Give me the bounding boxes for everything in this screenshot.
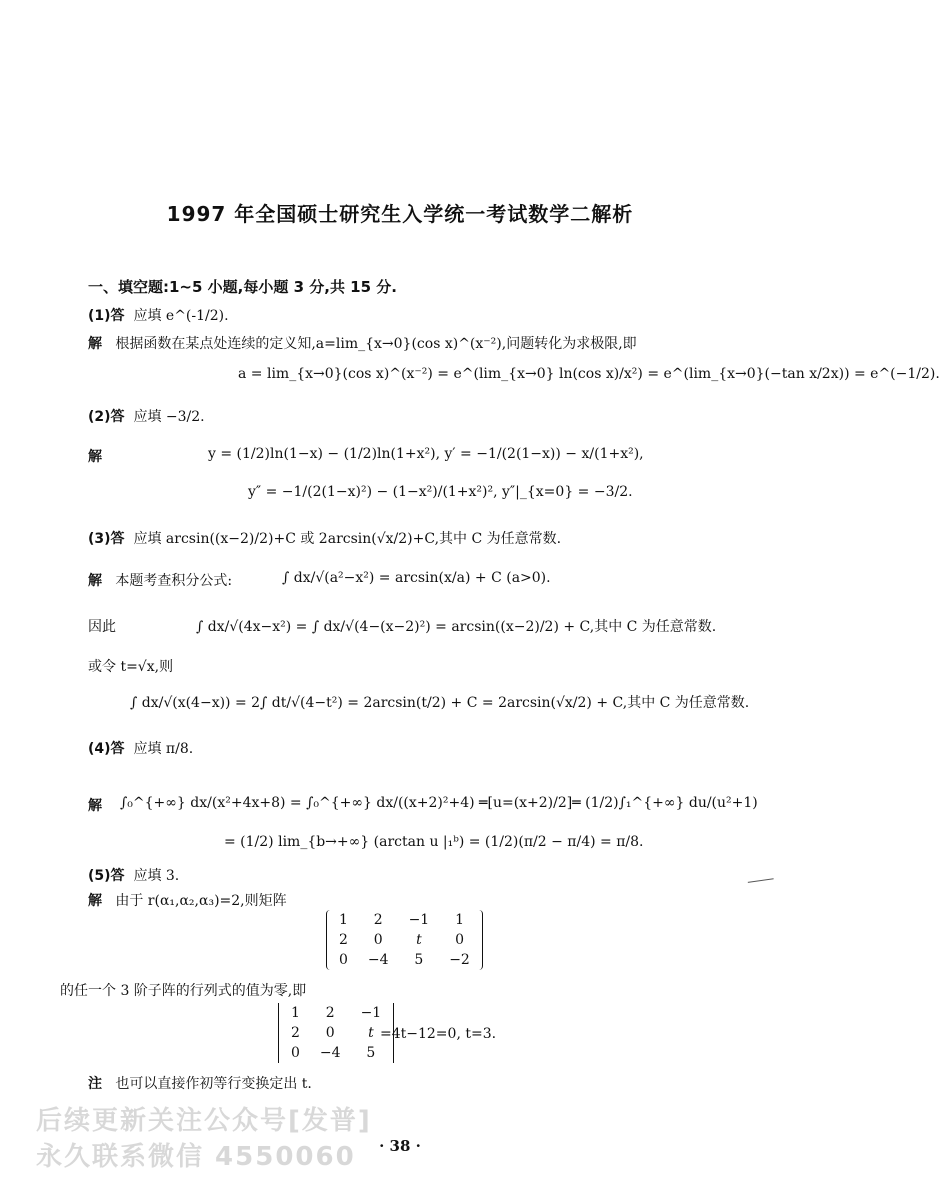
q5-solution: [88, 890, 287, 910]
determinant-cell: 0: [291, 1045, 300, 1061]
q3-solution-text: 本题考查积分公式:: [115, 573, 233, 589]
q3-formula-therefore: ∫ dx/√(4x−x²) = ∫ dx/√(4−(x−2)²) = arcsin((x−2)/2) + C,其中 C 为任意常数.: [196, 619, 717, 635]
q5-answer-text: 应填 3.: [133, 868, 180, 884]
q5-solution-text: 由于 r(α₁,α₂,α₃)=2,则矩阵: [115, 893, 287, 909]
matrix-row: [329, 930, 480, 950]
q1-answer-label: (1)答: [88, 308, 125, 324]
q4-answer-label: (4)答: [88, 741, 125, 757]
determinant-row: [281, 1023, 391, 1043]
q3-answer: [88, 528, 561, 548]
q5-det-result: =4t−12=0, t=3.: [380, 1026, 497, 1042]
matrix-cell: 0: [455, 932, 464, 948]
q5-note-text: 也可以直接作初等行变换定出 t.: [115, 1076, 312, 1092]
matrix-cell: 1: [339, 912, 348, 928]
q1-answer-text: 应填 e^(-1/2).: [133, 308, 229, 324]
q1-solution-text: 根据函数在某点处连续的定义知,a=lim_{x→0}(cos x)^(x⁻²),问题转化为求极限,即: [115, 336, 637, 352]
determinant-cell: 2: [291, 1025, 300, 1041]
q5-note: [88, 1073, 312, 1093]
matrix-cell: 1: [455, 912, 464, 928]
determinant-cell: 2: [325, 1005, 335, 1021]
q5-determinant: [278, 1003, 394, 1063]
q5-minor-text: 的任一个 3 阶子阵的行列式的值为零,即: [60, 983, 307, 999]
q5-answer: [88, 865, 179, 885]
q3-therefore-label: 因此: [88, 619, 116, 635]
matrix-cell: 0: [339, 952, 348, 968]
q3-answer-label: (3)答: [88, 531, 125, 547]
matrix-cell: 0: [373, 932, 383, 948]
matrix-cell: −1: [408, 912, 430, 928]
q2-formula-line1: y = (1/2)ln(1−x) − (1/2)ln(1+x²), y′ = −1/(2(1−x)) − x/(1+x²),: [208, 446, 644, 462]
determinant-cell: −1: [360, 1005, 382, 1021]
matrix-cell: 5: [414, 952, 424, 968]
matrix-cell: 2: [339, 932, 348, 948]
determinant-cell: −4: [319, 1045, 341, 1061]
q5-note-label: 注: [88, 1076, 102, 1092]
matrix-cell: −2: [449, 952, 470, 968]
q3-formula-or: ∫ dx/√(x(4−x)) = 2∫ dt/√(4−t²) = 2arcsin(t/2) + C = 2arcsin(√x/2) + C,其中 C 为任意常数.: [130, 695, 750, 711]
page-title: 1997 年全国硕士研究生入学统一考试数学二解析: [166, 202, 634, 226]
watermark-line2: 永久联系微信 4550060: [36, 1142, 356, 1172]
matrix-cell: −4: [367, 952, 389, 968]
matrix-row: [329, 950, 480, 970]
q1-answer: [88, 305, 229, 325]
q3-solution: [88, 570, 232, 590]
matrix-cell: t: [416, 932, 422, 948]
matrix-cell: 2: [373, 912, 383, 928]
q2-answer-label: (2)答: [88, 409, 125, 425]
determinant-cell: 5: [366, 1045, 376, 1061]
watermark-line1: 后续更新关注公众号[发普]: [36, 1106, 372, 1136]
q5-solution-label: 解: [88, 893, 102, 909]
q4-formula-line2: = (1/2) lim_{b→+∞} (arctan u |₁ᵇ) = (1/2)(π/2 − π/4) = π/8.: [224, 834, 644, 850]
q4-answer-text: 应填 π/8.: [133, 741, 194, 757]
determinant-row: [281, 1003, 391, 1023]
q3-or-text: 或令 t=√x,则: [88, 659, 174, 675]
determinant-cell: t: [368, 1025, 374, 1041]
determinant-row: [281, 1043, 391, 1063]
q5-answer-label: (5)答: [88, 868, 125, 884]
section-heading: 一、填空题:1~5 小题,每小题 3 分,共 15 分.: [88, 278, 397, 296]
matrix-row: [329, 910, 480, 930]
page-number: · 38 ·: [379, 1137, 421, 1155]
q3-answer-text: 应填 arcsin((x−2)/2)+C 或 2arcsin(√x/2)+C,其中 C 为任意常数.: [133, 531, 562, 547]
q2-answer: [88, 406, 205, 426]
determinant-cell: 0: [325, 1025, 335, 1041]
q3-solution-label: 解: [88, 573, 102, 589]
determinant-cell: 1: [291, 1005, 300, 1021]
q5-matrix: [326, 910, 483, 970]
q2-answer-text: 应填 −3/2.: [133, 409, 205, 425]
q4-answer: [88, 738, 193, 758]
q3-formula-basic: ∫ dx/√(a²−x²) = arcsin(x/a) + C (a>0).: [282, 570, 551, 586]
q1-solution-label: 解: [88, 336, 102, 352]
q4-solution-label: 解: [88, 798, 102, 814]
q2-solution-label: 解: [88, 449, 102, 465]
q2-formula-line2: y″ = −1/(2(1−x)²) − (1−x²)/(1+x²)², y″|_{x=0} = −3/2.: [248, 484, 633, 500]
margin-scribble: [748, 878, 774, 887]
q1-formula: a = lim_{x→0}(cos x)^(x⁻²) = e^(lim_{x→0} ln(cos x)/x²) = e^(lim_{x→0}(−tan x/2x)) = e^(−1/2).: [238, 366, 940, 382]
q4-formula-line1: ∫₀^{+∞} dx/(x²+4x+8) = ∫₀^{+∞} dx/((x+2)²+4) ═[u=(x+2)/2]═ (1/2)∫₁^{+∞} du/(u²+1): [120, 795, 758, 811]
q1-solution: [88, 333, 637, 353]
